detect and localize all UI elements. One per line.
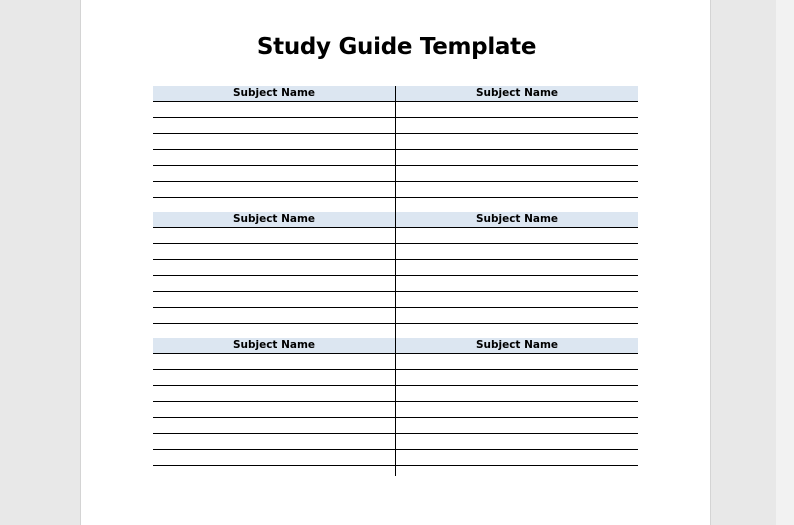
note-line[interactable] [153, 402, 395, 418]
subject-cell-left [153, 338, 395, 464]
document-page [80, 0, 711, 525]
subject-header: Subject Name [396, 212, 638, 228]
note-line[interactable] [153, 118, 395, 134]
note-line[interactable] [153, 134, 395, 150]
subject-header: Subject Name [153, 212, 395, 228]
subject-cell-right [396, 212, 638, 338]
note-line[interactable] [396, 402, 638, 418]
note-line[interactable] [153, 292, 395, 308]
note-line[interactable] [396, 434, 638, 450]
note-line[interactable] [153, 182, 395, 198]
subject-header: Subject Name [153, 338, 395, 354]
subject-cell-right [396, 86, 638, 212]
note-line[interactable] [396, 244, 638, 260]
note-line[interactable] [396, 292, 638, 308]
note-line[interactable] [153, 228, 395, 244]
note-line[interactable] [396, 182, 638, 198]
note-line[interactable] [396, 370, 638, 386]
note-line[interactable] [396, 228, 638, 244]
note-line[interactable] [396, 260, 638, 276]
note-line[interactable] [396, 276, 638, 292]
subject-section-2 [153, 212, 638, 338]
note-line[interactable] [396, 118, 638, 134]
note-line[interactable] [153, 450, 395, 466]
note-line[interactable] [153, 150, 395, 166]
note-line[interactable] [153, 260, 395, 276]
note-line[interactable] [153, 276, 395, 292]
study-guide-grid [153, 86, 638, 464]
note-line[interactable] [396, 134, 638, 150]
subject-cell-right [396, 338, 638, 464]
note-line[interactable] [153, 354, 395, 370]
note-line[interactable] [396, 102, 638, 118]
note-line[interactable] [153, 166, 395, 182]
note-line[interactable] [396, 150, 638, 166]
note-line[interactable] [396, 308, 638, 324]
note-line[interactable] [396, 386, 638, 402]
note-line[interactable] [396, 418, 638, 434]
note-line[interactable] [153, 244, 395, 260]
subject-header: Subject Name [396, 86, 638, 102]
subject-header: Subject Name [153, 86, 395, 102]
note-line[interactable] [153, 308, 395, 324]
note-line[interactable] [153, 434, 395, 450]
subject-cell-left [153, 212, 395, 338]
subject-section-3 [153, 338, 638, 464]
subject-header: Subject Name [396, 338, 638, 354]
subject-cell-left [153, 86, 395, 212]
note-line[interactable] [153, 386, 395, 402]
note-line[interactable] [396, 166, 638, 182]
note-line[interactable] [153, 418, 395, 434]
note-line[interactable] [153, 102, 395, 118]
note-line[interactable] [396, 450, 638, 466]
note-line[interactable] [396, 354, 638, 370]
note-line[interactable] [153, 370, 395, 386]
viewer-side-strip [776, 0, 794, 525]
subject-section-1 [153, 86, 638, 212]
page-title: Study Guide Template [256, 34, 537, 60]
